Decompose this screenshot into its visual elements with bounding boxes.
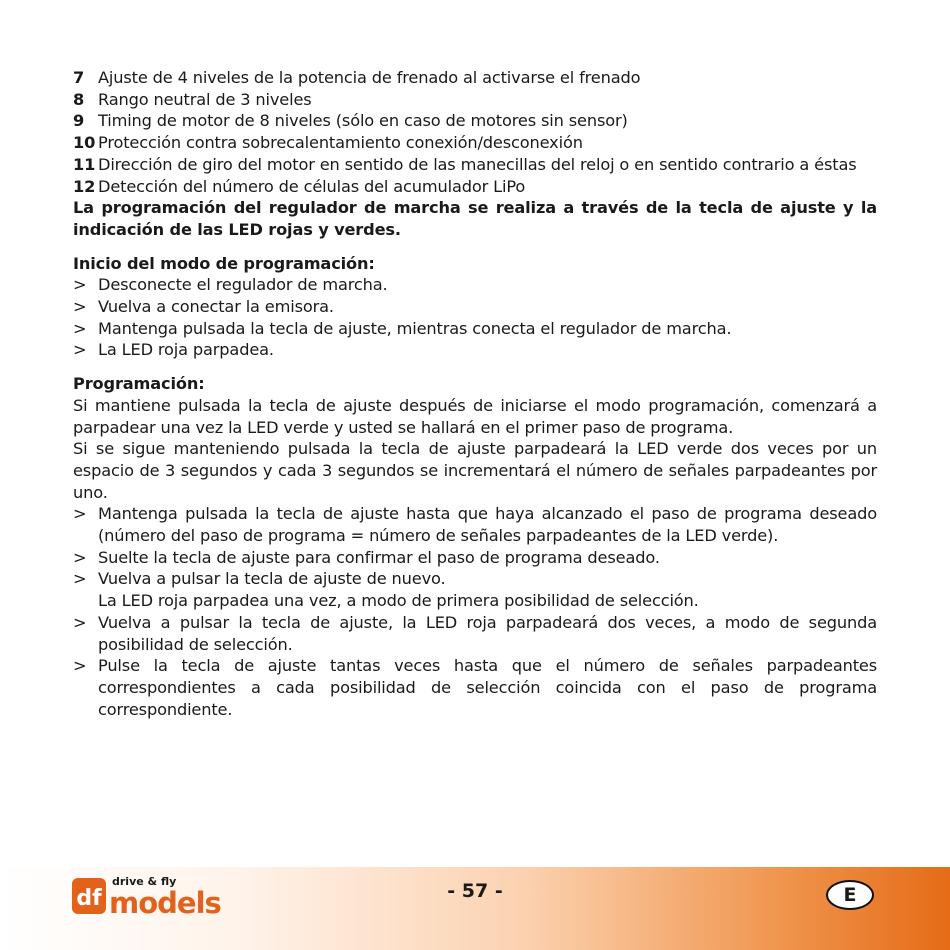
programming-section-heading: Programación: xyxy=(73,374,205,394)
logo-tagline: drive & fly xyxy=(112,875,177,888)
feature-text: Protección contra sobrecalentamiento conexión/desconexión xyxy=(98,133,583,153)
feature-number: 9 xyxy=(73,111,85,131)
feature-item-8 xyxy=(73,89,877,111)
bullet-marker: > xyxy=(73,656,87,676)
start-section-heading: Inicio del modo de programación: xyxy=(73,253,375,273)
feature-number: 7 xyxy=(73,68,85,87)
programming-step xyxy=(73,547,877,569)
step-text: Vuelva a conectar la emisora. xyxy=(98,297,334,317)
page-content xyxy=(73,67,877,720)
programming-step xyxy=(73,612,877,655)
feature-item-10 xyxy=(73,132,877,154)
logo-initials: df xyxy=(76,886,102,911)
step-text: Mantenga pulsada la tecla de ajuste, mientras conecta el regulador de marcha. xyxy=(98,318,732,338)
bullet-marker: > xyxy=(73,612,87,632)
bullet-marker: > xyxy=(73,297,87,317)
bullet-marker: > xyxy=(73,318,87,338)
step-text: Suelte la tecla de ajuste para confirmar el paso de programa deseado. xyxy=(98,547,660,567)
step-text: Vuelva a pulsar la tecla de ajuste, la LED roja parpadeará dos veces, a modo de segunda posibilidad de selección. xyxy=(98,612,877,654)
feature-item-11 xyxy=(73,154,877,176)
step-text: Desconecte el regulador de marcha. xyxy=(98,275,388,295)
step-text: La LED roja parpadea. xyxy=(98,340,274,360)
start-step xyxy=(73,318,877,340)
step-text: Mantenga pulsada la tecla de ajuste hasta que haya alcanzado el paso de programa deseado (número del paso de programa = número de señales parpadeantes de la LED verde). xyxy=(98,504,877,546)
feature-number: 8 xyxy=(73,89,85,109)
logo-wordmark: models xyxy=(109,886,221,917)
start-step xyxy=(73,274,877,296)
programming-paragraph-1: Si mantiene pulsada la tecla de ajuste después de iniciarse el modo programación, comenzará a parpadear una vez la LED verde y usted se hallará en el primer paso de programa. xyxy=(73,395,877,437)
feature-number: 11 xyxy=(73,154,96,174)
step-text: Pulse la tecla de ajuste tantas veces hasta que el número de señales parpadeantes correspondientes a cada posibilidad de selección coincida con el paso de programa correspondiente. xyxy=(98,656,877,719)
feature-item-7 xyxy=(73,67,877,89)
feature-number: 12 xyxy=(73,176,96,196)
programming-paragraph-2: Si se sigue manteniendo pulsada la tecla de ajuste parpadeará la LED verde dos veces por un espacio de 3 segundos y cada 3 segundos se incrementará el número de señales parpadeantes por uno. xyxy=(73,439,877,502)
feature-text: Timing de motor de 8 niveles (sólo en caso de motores sin sensor) xyxy=(98,111,628,131)
feature-text: Rango neutral de 3 niveles xyxy=(98,89,312,109)
programming-step xyxy=(73,655,877,720)
feature-text: Detección del número de células del acumulador LiPo xyxy=(98,176,526,196)
start-step xyxy=(73,296,877,318)
drive-and-fly-models-logo xyxy=(72,871,252,917)
start-step xyxy=(73,339,877,361)
step-continuation: La LED roja parpadea una vez, a modo de primera posibilidad de selección. xyxy=(98,591,699,611)
feature-text: Dirección de giro del motor en sentido de las manecillas del reloj o en sentido contrario a éstas xyxy=(98,154,857,174)
bullet-marker: > xyxy=(73,275,87,295)
programming-step xyxy=(73,568,877,590)
bullet-marker: > xyxy=(73,504,87,524)
intro-bold-paragraph: La programación del regulador de marcha se realiza a través de la tecla de ajuste y la indicación de las LED rojas y verdes. xyxy=(73,198,877,239)
bullet-marker: > xyxy=(73,547,87,567)
feature-number: 10 xyxy=(73,133,96,153)
feature-item-9 xyxy=(73,110,877,132)
bullet-marker: > xyxy=(73,340,87,360)
step-text: Vuelva a pulsar la tecla de ajuste de nuevo. xyxy=(98,569,446,589)
page-number: - 57 - xyxy=(447,880,503,902)
bullet-marker: > xyxy=(73,569,87,589)
language-badge: E xyxy=(826,880,874,910)
feature-text: Ajuste de 4 niveles de la potencia de frenado al activarse el frenado xyxy=(98,68,641,87)
programming-step xyxy=(73,503,877,546)
feature-item-12 xyxy=(73,176,877,198)
